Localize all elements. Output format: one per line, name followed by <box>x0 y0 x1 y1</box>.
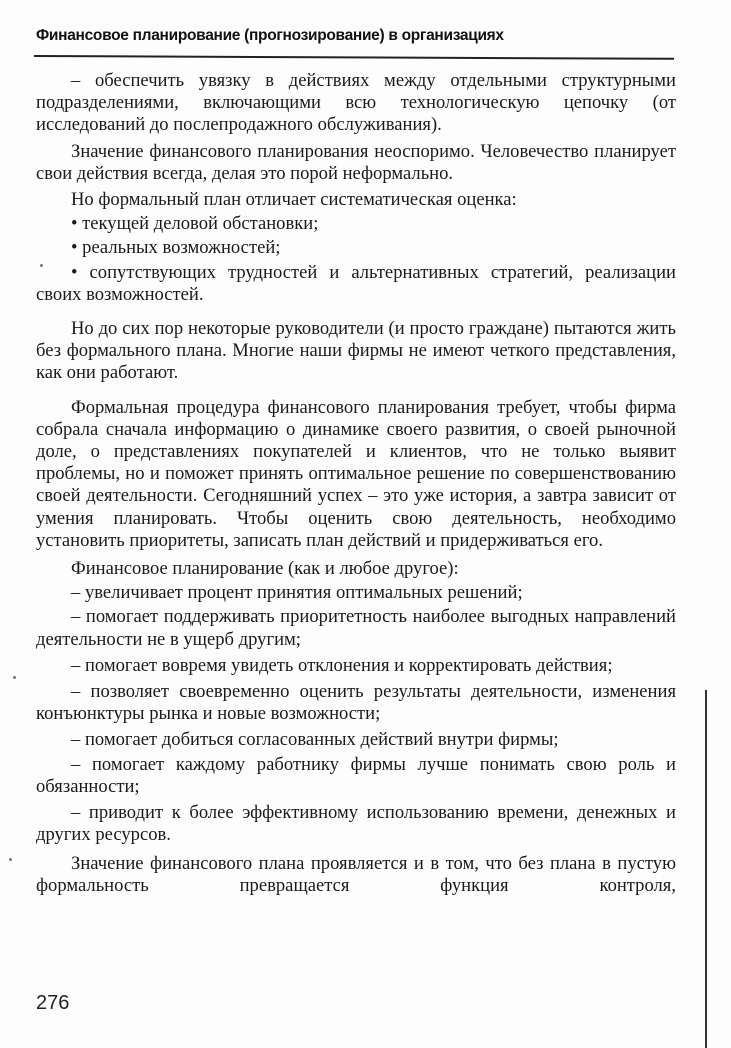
page-number: 276 <box>36 992 70 1014</box>
list-item-dash: – позволяет своевременно оценить результаты деятельности, изменения конъюнктуры рынка и новые возможности; <box>36 681 676 725</box>
list-item-dash: – увеличивает процент принятия оптимальных решений; <box>71 582 523 604</box>
paragraph: Значение финансового плана проявляется и в том, что без плана в пустую формальность превращается функция контроля, <box>36 852 676 896</box>
paragraph: Формальная процедура финансового планирования требует, чтобы фирма собрала сначала информацию о динамике своего развития, о своей рыночной доле, о представлениях покупателей и клиентов, что не только выявит проблемы, но и поможет принять оптимальное решение по совершенствованию своей деятельности. Сегодняшний успех – это уже история, а завтра зависит от умения планировать. Чтобы оценить свою деятельность, необходимо установить приоритеты, записать план действий и придерживаться его. <box>36 396 676 551</box>
paragraph: Но формальный план отличает систематическая оценка: <box>71 189 517 211</box>
paragraph: Значение финансового планирования неоспоримо. Человечество планирует свои действия всегда, делая это порой неформально. <box>36 140 676 184</box>
list-item-dash: – приводит к более эффективному использованию времени, денежных и других ресурсов. <box>36 802 676 846</box>
scan-speck <box>9 858 12 861</box>
body-text <box>36 70 676 902</box>
paragraph: Но до сих пор некоторые руководители (и просто граждане) пытаются жить без формального плана. Многие наши фирмы не имеют четкого представления, как они работают. <box>36 318 676 384</box>
scan-speck <box>13 676 16 679</box>
list-item-dash: – обеспечить увязку в действиях между отдельными структурными подразделениями, включающими всю технологическую цепочку (от исследований до послепродажного обслуживания). <box>36 70 676 136</box>
header-rule <box>34 55 674 60</box>
paragraph: Финансовое планирование (как и любое другое): <box>71 558 459 580</box>
scan-edge-line <box>705 690 707 1048</box>
list-item-dash: – помогает поддерживать приоритетность наиболее выгодных направлений деятельности не в ущерб другим; <box>36 606 676 650</box>
scan-speck <box>40 264 43 267</box>
list-item-bullet: • текущей деловой обстановки; <box>71 213 319 235</box>
list-item-bullet: • реальных возможностей; <box>71 237 281 259</box>
list-item-dash: – помогает каждому работнику фирмы лучше понимать свою роль и обязанности; <box>36 753 676 797</box>
running-title: Финансовое планирование (прогнозирование) в организациях <box>36 27 504 44</box>
list-item-dash: – помогает добиться согласованных действий внутри фирмы; <box>71 729 559 751</box>
list-item-bullet: • сопутствующих трудностей и альтернативных стратегий, реализации своих возможностей. <box>36 261 676 305</box>
list-item-dash: – помогает вовремя увидеть отклонения и корректировать действия; <box>71 654 613 676</box>
